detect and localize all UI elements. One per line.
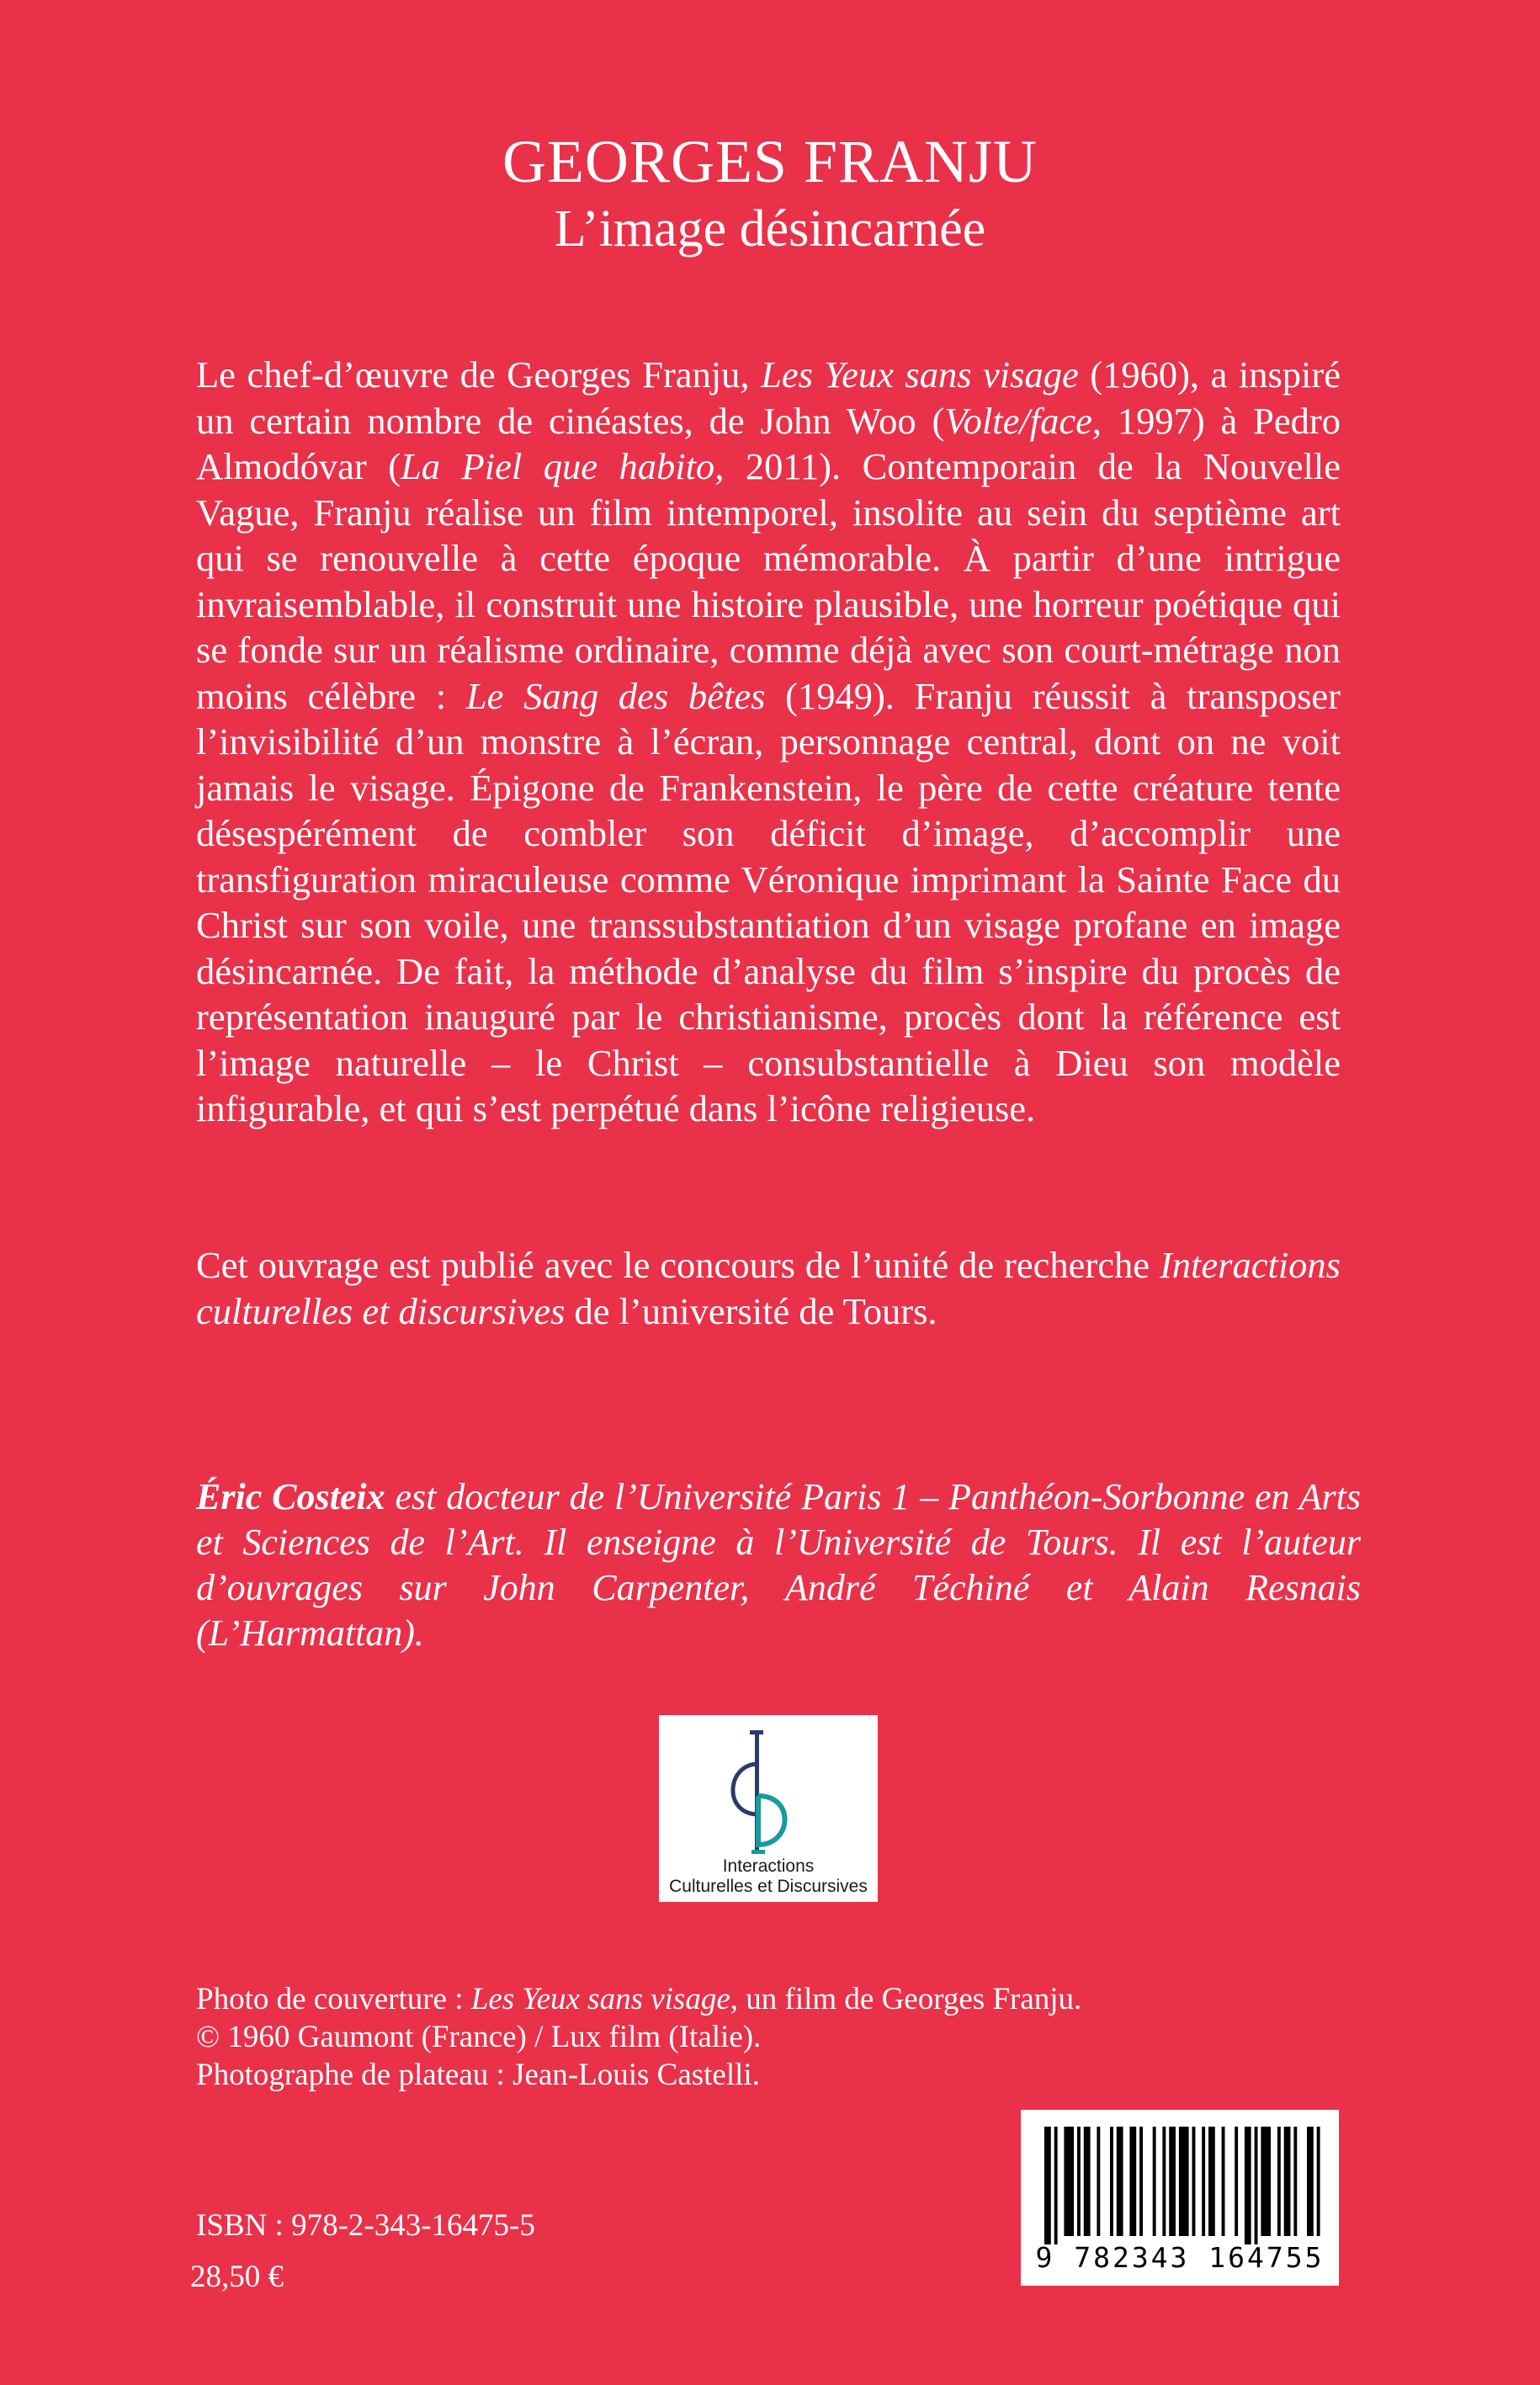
barcode-bar — [1110, 2127, 1113, 2236]
barcode-bar — [1222, 2127, 1225, 2236]
author-bio-text: est docteur de l’Université Paris 1 – Panthéon-Sorbonne en Arts et Sciences de l’Art. Il enseigne à l’Université de Tours. Il est l’auteur d’ouvrages sur John Carpenter, André Téchiné et Alain Resnais (L’Harmattan). — [196, 1476, 1361, 1654]
logo-line-1: Interactions — [722, 1856, 815, 1876]
barcode — [1021, 2110, 1339, 2286]
film-title-yeux: Les Yeux sans visage — [761, 353, 1079, 396]
credits-text-2: , un film de Georges Franju. © 1960 Gaumont (France) / Lux film (Italie). — [196, 1982, 1082, 2054]
credits-text-1: Photo de couverture : — [196, 1982, 471, 2016]
summary-text-3: , 1997) à Pedro Almodóvar ( — [196, 399, 1341, 487]
logo-line-2: Culturelles et Discursives — [669, 1877, 868, 1896]
summary-text-2: (1960), a inspiré un certain nombre de cinéastes, de John Woo ( — [196, 353, 1341, 442]
isbn: ISBN : 978-2-343-16475-5 — [196, 2208, 535, 2243]
barcode-bar — [1077, 2127, 1081, 2236]
barcode-bar — [1284, 2127, 1291, 2236]
barcode-bar — [1129, 2127, 1136, 2236]
barcode-bar — [1153, 2127, 1156, 2236]
icd-logo — [659, 1715, 878, 1902]
film-title-sang: Le Sang des bêtes — [465, 674, 766, 717]
barcode-bar — [1162, 2127, 1166, 2236]
icd-logo-icon — [659, 1715, 878, 1858]
barcode-bar — [1117, 2127, 1123, 2236]
summary-paragraph — [196, 352, 1341, 1132]
summary-text-5: (1949). Franju réussit à transposer l’invisibilité d’un monstre à l’écran, personnage central, dont on ne voit jamais le visage. Épigone de Frankenstein, le père de cette créature tente désespérément de combler son déficit d’image, d’accomplir une transfiguration miraculeuse comme Véronique imprimant la Sainte Face du Christ sur son voile, une transsubstantiation d’un visage profane en image désincarnée. De fait, la méthode d’analyse du film s’inspire du procès de représentation inauguré par le christianisme, procès dont la référence est l’image naturelle – le Christ – consubstantielle à Dieu son modèle infigurable, et qui s’est perpétué dans l’icône religieuse. — [196, 674, 1341, 1129]
author-bio — [196, 1474, 1361, 1656]
credits-photographer: Photographe de plateau : Jean-Louis Castelli. — [196, 2058, 760, 2092]
price: 28,50 € — [190, 2260, 284, 2294]
barcode-bar — [1169, 2127, 1176, 2236]
barcode-bar — [1277, 2127, 1281, 2236]
barcode-bar — [1317, 2127, 1320, 2236]
barcode-bar — [1054, 2127, 1058, 2244]
title-block — [0, 126, 1540, 261]
barcode-bar — [1202, 2127, 1205, 2236]
barcode-bar — [1307, 2127, 1314, 2236]
barcode-bar — [1044, 2127, 1051, 2244]
film-title-volte-face: Volte/face — [944, 399, 1092, 442]
film-title-piel: La Piel que habito — [401, 445, 715, 487]
research-unit-name: Interactions culturelles et discursives — [196, 1244, 1341, 1332]
summary-text-1: Le chef-d’œuvre de Georges Franju, — [196, 353, 762, 396]
book-subtitle: L’image désincarnée — [554, 200, 986, 258]
summary-text-4: , 2011). Contemporain de la Nouvelle Vague, Franju réalise un film intemporel, insolite au sein du septième art qui se renouvelle à cette époque mémorable. À partir d’une intrigue invraisemblable, il construit une histoire plausible, une horreur poétique qui se fonde sur un réalisme ordinaire, comme déjà avec son court-métrage non moins célèbre : — [196, 445, 1341, 717]
photo-credits — [196, 1980, 1105, 2094]
support-paragraph — [196, 1242, 1341, 1334]
barcode-bar — [1235, 2127, 1238, 2236]
barcode-bar — [1208, 2127, 1215, 2236]
credits-film-title: Les Yeux sans visage — [470, 1982, 730, 2016]
barcode-bar — [1192, 2127, 1196, 2236]
barcode-bar — [1293, 2127, 1297, 2236]
barcode-bar — [1139, 2127, 1143, 2236]
barcode-bar — [1064, 2127, 1074, 2236]
barcode-bar — [1245, 2127, 1251, 2244]
barcode-digits: 9 782343 164755 — [1035, 2241, 1325, 2274]
barcode-bar — [1097, 2127, 1100, 2236]
barcode-bar — [1084, 2127, 1091, 2236]
barcode-bars — [1021, 2110, 1339, 2253]
barcode-bar — [1261, 2127, 1271, 2236]
author-name: Éric Costeix — [196, 1476, 385, 1517]
book-title: GEORGES FRANJU — [502, 128, 1038, 195]
support-text-1: Cet ouvrage est publié avec le concours de l’unité de recherche — [196, 1244, 1160, 1286]
barcode-bar — [1255, 2127, 1258, 2244]
support-text-2: de l’université de Tours. — [565, 1289, 937, 1332]
barcode-bar — [1179, 2127, 1189, 2236]
